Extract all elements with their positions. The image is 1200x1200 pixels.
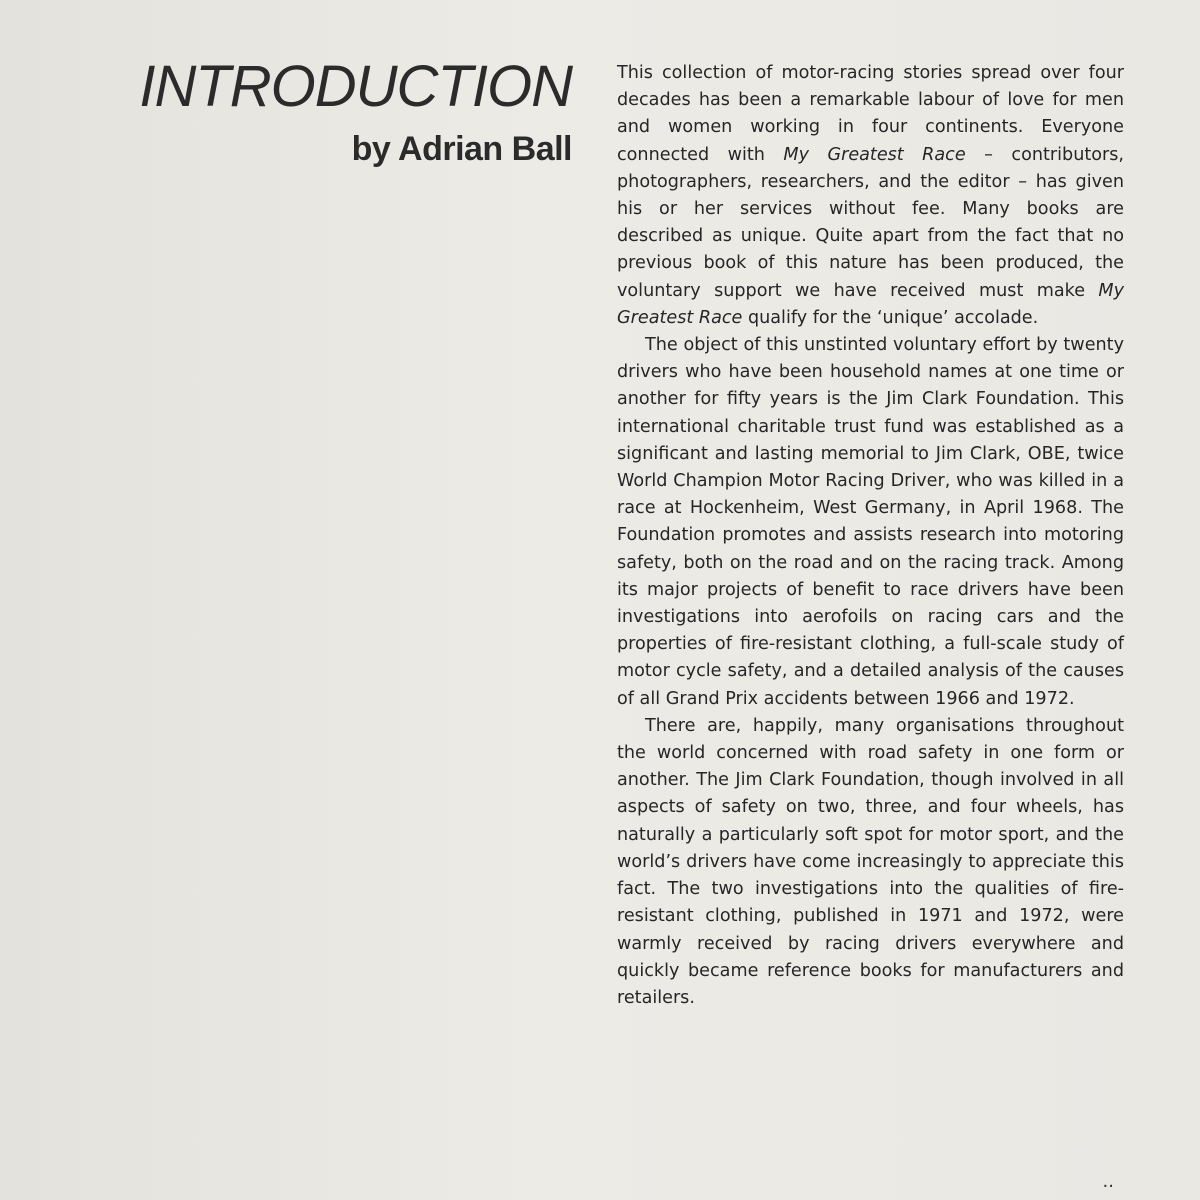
author-byline: by Adrian Ball <box>351 130 572 168</box>
page-mark: ·· <box>1102 1176 1114 1197</box>
text-column <box>617 60 1124 1012</box>
paragraph-3: There are, happily, many organisations throughout the world concerned with road safety in one form or another. The Jim Clark Foundation, though involved in all aspects of safety on two, three, and four wheels, has naturally a particularly soft spot for motor sport, and the world’s drivers have come increasingly to appreciate this fact. The two investigations into the qualities of fire-resistant clothing, published in 1971 and 1972, were warmly received by racing drivers everywhere and quickly became reference books for manufacturers and retailers. <box>617 715 1124 1008</box>
paragraph-1-part-a: This collection of motor-racing stories spread over four decades has been a remarkable labour of love for men and women working in four continents. Everyone connected with <box>617 63 1124 165</box>
paragraph-1-part-e: qualify for the ‘unique’ accolade. <box>742 307 1039 328</box>
paragraph-1-part-c: – contributors, photographers, researchers, and the editor – has given his or her services without fee. Many books are described as unique. Quite apart from the fact that no previous book of this nature has been produced, the voluntary support we have received must make <box>617 144 1124 301</box>
page-title: INTRODUCTION <box>139 54 572 119</box>
book-title-mention: My Greatest Race <box>783 144 966 165</box>
paragraph-1 <box>617 60 1124 332</box>
book-title-mention: My Greatest Race <box>617 280 1124 328</box>
paragraph-2: The object of this unstinted voluntary effort by twenty drivers who have been household names at one time or another for fifty years is the Jim Clark Foundation. This international charitable trust fund was established as a significant and lasting memorial to Jim Clark, OBE, twice World Champion Motor Racing Driver, who was killed in a race at Hockenheim, West Germany, in April 1968. The Foundation promotes and assists research into motoring safety, both on the road and on the racing track. Among its major projects of benefit to race drivers have been investigations into aerofoils on racing cars and the properties of fire-resistant clothing, a full-scale study of motor cycle safety, and a detailed analysis of the causes of all Grand Prix accidents between 1966 and 1972. <box>617 335 1124 709</box>
